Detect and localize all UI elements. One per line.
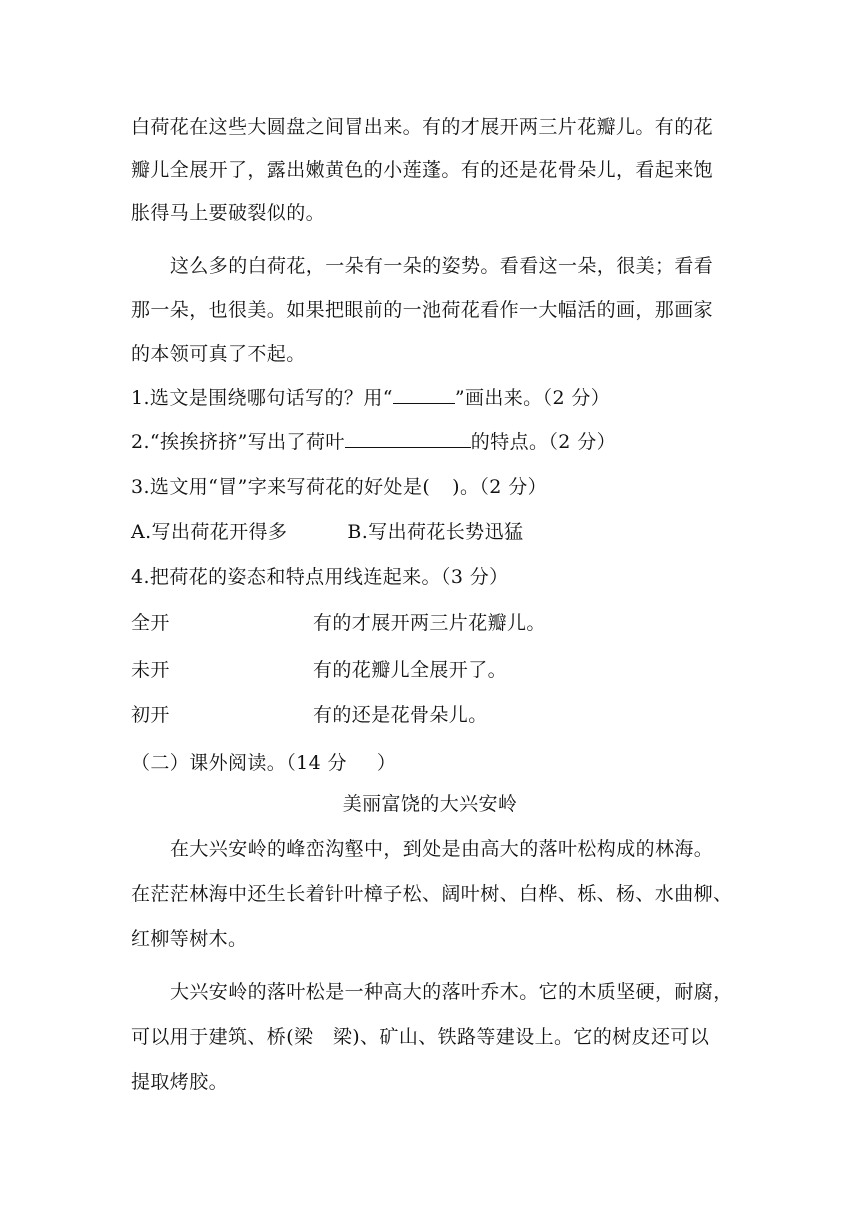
section-heading-close: ） <box>376 752 397 774</box>
passage-line: 那一朵，也很美。如果把眼前的一池荷花看作一大幅活的画，那画家 <box>131 299 714 321</box>
passage-line: 大兴安岭的落叶松是一种高大的落叶乔木。它的木质坚硬，耐腐， <box>170 981 733 1003</box>
question-1-text-end: ”画出来。（2 分） <box>454 387 611 409</box>
section-heading <box>131 750 396 776</box>
matching-left[interactable]: 全开 <box>131 612 170 634</box>
question-3-text: 3.选文用“冒”字来写荷花的好处是( <box>131 476 431 498</box>
matching-row <box>131 702 731 728</box>
passage-line: 在大兴安岭的峰峦沟壑中，到处是由高大的落叶松构成的林海。 <box>170 838 714 860</box>
passage-line: 这么多的白荷花，一朵有一朵的姿势。看看这一朵，很美；看看 <box>170 255 714 277</box>
option-b[interactable]: B.写出荷花长势迅猛 <box>347 521 524 543</box>
matching-row <box>131 610 731 636</box>
matching-right[interactable]: 有的还是花骨朵儿。 <box>313 704 488 726</box>
answer-blank[interactable] <box>393 385 455 404</box>
question-3 <box>131 474 547 500</box>
passage-line: 可以用于建筑、桥(梁 梁)、矿山、铁路等建设上。它的树皮还可以 <box>131 1026 710 1048</box>
article-title: 美丽富饶的大兴安岭 <box>342 793 518 815</box>
question-4: 4.把荷花的姿态和特点用线连起来。（3 分） <box>131 566 509 588</box>
passage-line: 在茫茫林海中还生长着针叶樟子松、阔叶树、白桦、栎、杨、水曲柳、 <box>131 883 733 905</box>
matching-right[interactable]: 有的花瓣儿全展开了。 <box>313 659 508 681</box>
question-1-text: 1.选文是围绕哪句话写的？用“ <box>131 387 393 409</box>
question-2 <box>131 429 616 455</box>
passage-line: 红柳等树木。 <box>131 928 248 950</box>
matching-left[interactable]: 未开 <box>131 659 170 681</box>
matching-right[interactable]: 有的才展开两三片花瓣儿。 <box>313 612 546 634</box>
option-a[interactable]: A.写出荷花开得多 <box>131 521 288 543</box>
question-2-text: 2.“挨挨挤挤”写出了荷叶 <box>131 431 345 453</box>
passage-line: 提取烤胶。 <box>131 1071 229 1093</box>
passage-line: 白荷花在这些大圆盘之间冒出来。有的才展开两三片花瓣儿。有的花 <box>131 116 714 138</box>
answer-blank[interactable] <box>345 429 471 448</box>
section-heading-text: （二）课外阅读。（14 分 <box>131 752 347 774</box>
passage-line: 胀得马上要破裂似的。 <box>131 202 326 224</box>
matching-row <box>131 657 731 683</box>
question-3-text-end: )。（2 分） <box>452 476 548 498</box>
question-2-text-end: 的特点。（2 分） <box>470 431 616 453</box>
matching-left[interactable]: 初开 <box>131 704 170 726</box>
question-3-options <box>131 519 523 545</box>
passage-line: 的本领可真了不起。 <box>131 343 306 365</box>
question-1 <box>131 385 610 411</box>
passage-line: 瓣儿全展开了，露出嫩黄色的小莲蓬。有的还是花骨朵儿，看起来饱 <box>131 159 714 181</box>
